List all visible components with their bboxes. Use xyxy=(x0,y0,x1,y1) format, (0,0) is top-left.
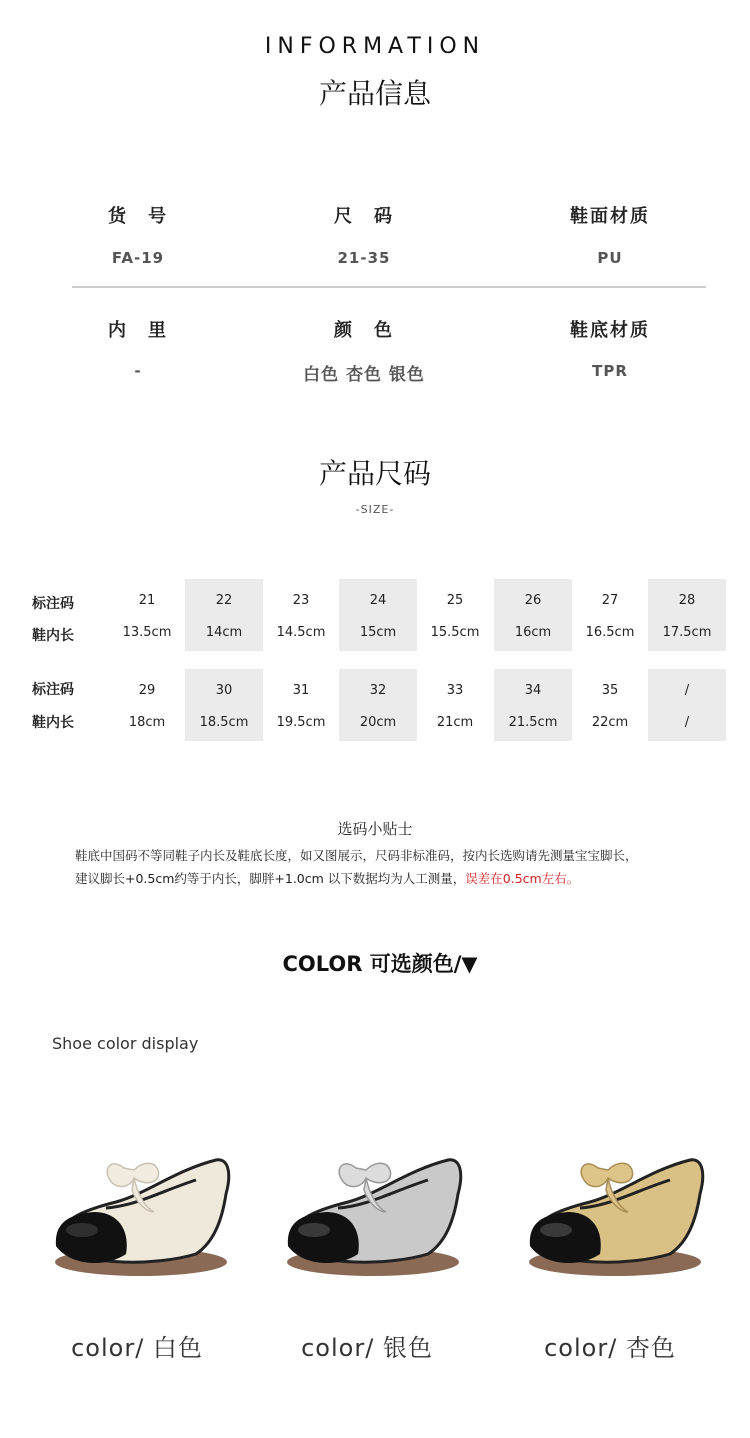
length-row-label: 鞋内长 xyxy=(32,715,74,731)
size-value: 25 xyxy=(446,593,464,608)
size-cell xyxy=(108,669,186,741)
length-value: 14.5cm xyxy=(276,625,326,640)
info-label-sole-material: 鞋底材质 xyxy=(570,320,650,341)
length-value: 15cm xyxy=(359,625,397,640)
tips-line-2 xyxy=(75,869,579,887)
size-row-label: 标注码 xyxy=(32,682,74,698)
size-value: 33 xyxy=(446,683,464,698)
info-label-item-no: 货 号 xyxy=(108,206,168,227)
tips-line-1: 鞋底中国码不等同鞋子内长及鞋底长度，如又图展示，尺码非标准码，按内长选购请先测量宝宝脚长， xyxy=(75,848,638,863)
size-value: 35 xyxy=(601,683,619,698)
shoe-image-apricot xyxy=(520,1150,710,1280)
size-value: 23 xyxy=(292,593,310,608)
color-caption-white: color/ 白色 xyxy=(71,1334,203,1362)
size-block-1 xyxy=(0,579,750,651)
tips-title: 选码小贴士 xyxy=(337,820,413,838)
size-cell xyxy=(648,579,726,651)
color-caption-silver: color/ 银色 xyxy=(301,1334,433,1362)
info-label-size: 尺 码 xyxy=(334,206,394,227)
tips-line-2-main: 建议脚长+0.5cm约等于内长，脚胖+1.0cm 以下数据均为人工测量， xyxy=(75,871,466,886)
size-value: 22 xyxy=(215,593,233,608)
info-label-lining: 内 里 xyxy=(108,320,168,341)
shoe-image-white xyxy=(46,1150,236,1280)
info-value-lining: - xyxy=(134,362,142,380)
size-block-2 xyxy=(0,669,750,741)
size-cell xyxy=(416,669,494,741)
size-cell xyxy=(648,669,726,741)
size-value: 21 xyxy=(138,593,156,608)
size-cell xyxy=(494,669,572,741)
size-value: 26 xyxy=(524,593,542,608)
size-value: 32 xyxy=(369,683,387,698)
size-cell xyxy=(339,669,417,741)
length-value: 20cm xyxy=(359,715,397,730)
length-value: 13.5cm xyxy=(122,625,172,640)
size-cell xyxy=(494,579,572,651)
size-cell xyxy=(185,669,263,741)
info-label-color: 颜 色 xyxy=(334,320,394,341)
shoe-display-label: Shoe color display xyxy=(52,1034,199,1053)
size-value: 34 xyxy=(524,683,542,698)
size-cell xyxy=(108,579,186,651)
info-value-size: 21-35 xyxy=(337,249,391,267)
size-cell xyxy=(571,579,649,651)
length-value: 17.5cm xyxy=(662,625,712,640)
shoe-image-silver xyxy=(278,1150,468,1280)
length-value: 18cm xyxy=(128,715,166,730)
size-cell xyxy=(185,579,263,651)
tips-line-2-error-note: 误差在0.5cm左右。 xyxy=(465,871,580,886)
info-title-en: INFORMATION xyxy=(264,34,486,59)
length-row-label: 鞋内长 xyxy=(32,628,74,644)
length-value: 21cm xyxy=(436,715,474,730)
size-title-cn: 产品尺码 xyxy=(318,457,431,490)
size-value: 28 xyxy=(678,593,696,608)
size-value: / xyxy=(684,683,690,698)
size-cell xyxy=(339,579,417,651)
size-value: 27 xyxy=(601,593,619,608)
info-value-item-no: FA-19 xyxy=(111,249,165,267)
size-title-en: -SIZE- xyxy=(355,503,395,516)
size-value: 24 xyxy=(369,593,387,608)
info-divider xyxy=(72,286,706,288)
size-value: 30 xyxy=(215,683,233,698)
size-cell xyxy=(416,579,494,651)
color-caption-apricot: color/ 杏色 xyxy=(544,1334,676,1362)
info-value-sole-material: TPR xyxy=(592,362,628,380)
color-heading: COLOR 可选颜色/▼ xyxy=(282,952,478,976)
size-cell xyxy=(262,579,340,651)
size-row-label: 标注码 xyxy=(32,596,74,612)
size-cell xyxy=(262,669,340,741)
length-value: 16.5cm xyxy=(585,625,635,640)
info-value-color: 白色 杏色 银色 xyxy=(303,365,425,385)
size-value: 31 xyxy=(292,683,310,698)
length-value: 15.5cm xyxy=(430,625,480,640)
info-value-upper-material: PU xyxy=(597,249,623,267)
size-value: 29 xyxy=(138,683,156,698)
length-value: 18.5cm xyxy=(199,715,249,730)
length-value: 21.5cm xyxy=(508,715,558,730)
size-cell xyxy=(571,669,649,741)
info-label-upper-material: 鞋面材质 xyxy=(570,206,650,227)
info-title-cn: 产品信息 xyxy=(318,77,431,110)
length-value: 19.5cm xyxy=(276,715,326,730)
length-value: 14cm xyxy=(205,625,243,640)
length-value: 22cm xyxy=(591,715,629,730)
length-value: / xyxy=(684,715,690,730)
length-value: 16cm xyxy=(514,625,552,640)
